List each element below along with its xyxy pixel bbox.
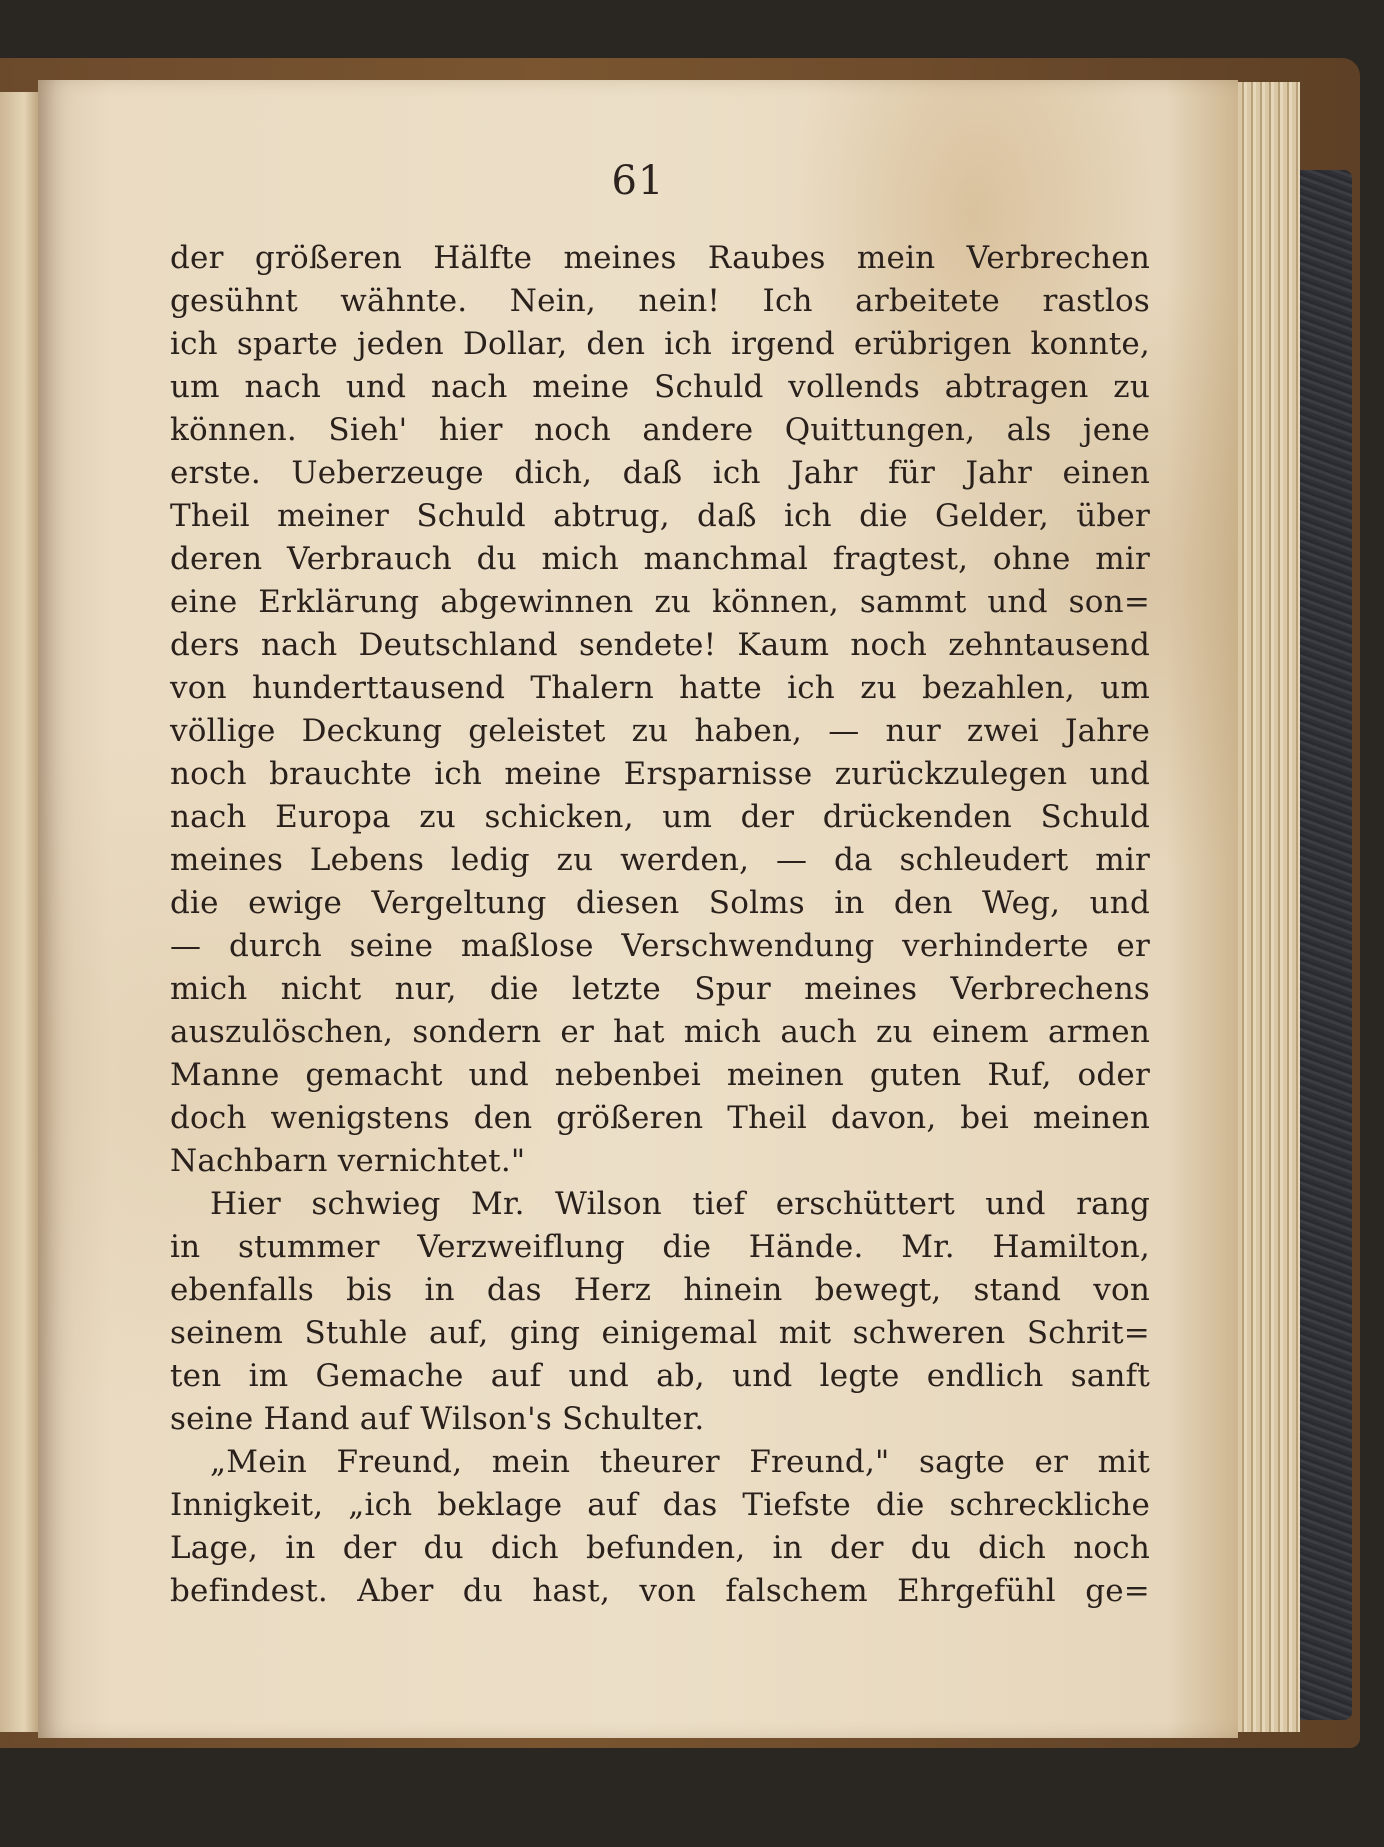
text-line: ders nach Deutschland sendete! Kaum noch zehntausend (170, 627, 1150, 663)
text-line: auszulöschen, sondern er hat mich auch zu einem armen (170, 1014, 1150, 1050)
page-number: 61 (611, 158, 665, 204)
text-line: in stummer Verzweiflung die Hände. Mr. Hamilton, (170, 1229, 1150, 1265)
text-line: mich nicht nur, die letzte Spur meines Verbrechens (170, 971, 1150, 1007)
text-line: Hier schwieg Mr. Wilson tief erschüttert und rang (210, 1186, 1150, 1222)
text-line: — durch seine maßlose Verschwendung verhinderte er (170, 928, 1150, 964)
text-line: ich sparte jeden Dollar, den ich irgend erübrigen konnte, (170, 326, 1150, 362)
text-line: Nachbarn vernichtet." (170, 1143, 526, 1179)
text-line: ebenfalls bis in das Herz hinein bewegt, stand von (170, 1272, 1150, 1308)
text-line: nach Europa zu schicken, um der drückenden Schuld (170, 799, 1150, 835)
text-line: Innigkeit, „ich beklage auf das Tiefste die schreckliche (170, 1487, 1150, 1523)
text-line: gesühnt wähnte. Nein, nein! Ich arbeitete rastlos (170, 283, 1150, 319)
text-line: ten im Gemache auf und ab, und legte endlich sanft (170, 1358, 1150, 1394)
text-line: erste. Ueberzeuge dich, daß ich Jahr für Jahr einen (170, 455, 1150, 491)
book-page (38, 80, 1238, 1738)
text-line: die ewige Vergeltung diesen Solms in den Weg, und (170, 885, 1150, 921)
text-line: Theil meiner Schuld abtrug, daß ich die Gelder, über (170, 498, 1150, 534)
text-line: „Mein Freund, mein theurer Freund," sagte er mit (210, 1444, 1150, 1480)
left-page-edge (0, 92, 40, 1732)
text-line: deren Verbrauch du mich manchmal fragtest, ohne mir (170, 541, 1150, 577)
text-line: der größeren Hälfte meines Raubes mein Verbrechen (170, 240, 1150, 276)
text-line: meines Lebens ledig zu werden, — da schleudert mir (170, 842, 1150, 878)
text-line: seine Hand auf Wilson's Schulter. (170, 1401, 705, 1437)
text-line: Manne gemacht und nebenbei meinen guten Ruf, oder (170, 1057, 1150, 1093)
text-line: eine Erklärung abgewinnen zu können, sammt und son= (170, 584, 1150, 620)
text-line: um nach und nach meine Schuld vollends abtragen zu (170, 369, 1150, 405)
text-line: völlige Deckung geleistet zu haben, — nur zwei Jahre (170, 713, 1150, 749)
text-line: können. Sieh' hier noch andere Quittungen, als jene (170, 412, 1150, 448)
text-block (170, 237, 1150, 1613)
text-line: seinem Stuhle auf, ging einigemal mit schweren Schrit= (170, 1315, 1150, 1351)
text-line: von hunderttausend Thalern hatte ich zu bezahlen, um (170, 670, 1150, 706)
text-line: doch wenigstens den größeren Theil davon, bei meinen (170, 1100, 1150, 1136)
text-line: befindest. Aber du hast, von falschem Ehrgefühl ge= (170, 1573, 1150, 1609)
text-line: Lage, in der du dich befunden, in der du dich noch (170, 1530, 1150, 1566)
text-line: noch brauchte ich meine Ersparnisse zurückzulegen und (170, 756, 1150, 792)
